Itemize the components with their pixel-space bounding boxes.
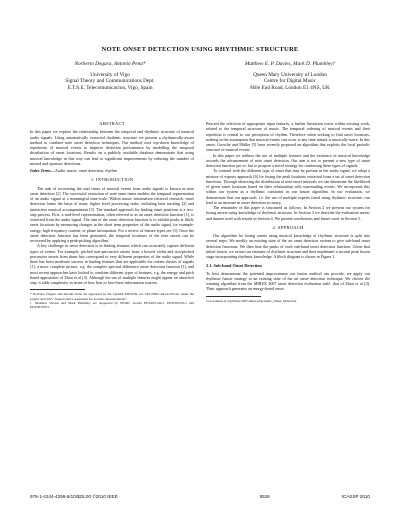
subsection-heading: 2.1. Sub-band Onset Detection — [206, 263, 262, 269]
section-heading: 2. APPROACH — [272, 224, 304, 230]
abstract-heading: ABSTRACT — [99, 121, 125, 126]
right-column — [206, 121, 370, 303]
author-block — [30, 61, 370, 91]
paper-title: NOTE ONSET DETECTION USING RHYTHMIC STRUCTURE — [101, 46, 299, 53]
page-number: 5526 — [259, 494, 270, 499]
paragraph: To contend with the different type of onset that may be present in the audio signal, we adopt a mixture of experts approach [6] for fusing the peak locations extracted from a set of onset detection functions. Through observing the distribution of note onset intervals we can determine the likelihood of given onset locations based on their relationship with surrounding events. We incorporate this within our system as a rhythmic constraint in our fusion algorithm. In our evaluation, we demonstrate that our approach, i.e. the use of multiple experts fused using rhythmic structure, can lead to an increase in onset detection accuracy. — [206, 168, 370, 205]
paragraph: A key challenge in onset detection is in finding features which can accurately capture different types of events. For example, pitched non-percussive onsets from a bowed violin and non-pitched percussive onsets from drum hits correspond to very different properties of the audio signal. While there has been moderate success in finding features that are applicable for certain classes of signals [1], a more complete picture, e.g. the complex spectral difference onset detection function [1], and most recent approaches have looked to combine different types of features, e.g. the energy and pitch based approaches of Zhou et al [4]. Although the use of multiple features might appear an attractive step, it adds complexity in terms of how best to fuse these information sources. — [30, 243, 194, 285]
paragraph: The task of recovering the start times of musical events from audio signals is known as note onset detection [1]. The successful extraction of note onset times enables the temporal segmentation of an audio signal at a meaningful time-scale. Within music information retrieval research, onset detection forms the basis of many higher level processing tasks, including beat tracking [2] and interactive musical accompaniment [3]. The standard approach for finding onset positions is a two-step process. First, a mid-level representation, often referred to as an onset detection function [1], is extracted from the audio signal. The aim of the onset detection function is to exhibit peaks at likely onset locations by measuring changes in the short term properties of the audio signal, for example: energy, high frequency content, or phase information. For a review of feature types see [1]. Once the onset detection function has been generated, the temporal locations of the note onsets can be recovered by applying a peak-picking algorithm. — [30, 185, 194, 243]
index-terms-label: Index Terms— — [30, 168, 55, 173]
footer-copyright: 978-1-4244-4296-6/10/$25.00 ©2010 IEEE — [30, 494, 118, 499]
left-column — [30, 121, 194, 309]
abstract-text: In this paper we explore the relationship between the temporal and rhythmic structure of musical audio signals. Using automatically extracted rhythmic structure we present a rhythmically-aware method to combine note onset detection techniques. Our method uses top-down knowledge of repetitions of musical events to improve detection performance by modelling the temporal distribution of onset locations. Results on a publicly available database demonstrate that using musical knowledge in this way can lead to significant improvements by reducing the number of missed and spurious detections. — [30, 129, 194, 166]
author-names: Matthew E. P. Davies, Mark D. Plumbley† — [244, 61, 336, 67]
affiliation-vigo — [30, 61, 190, 91]
footnote: * Norberto Degara and Antonio Pena are supported by the Spanish MICINN, ref. TEC2009-14414-C03-02, under the project AnClaS3 “Sound source separation for acoustic measurements”. — [30, 292, 194, 301]
paragraph: Our algorithm for fusing onsets using musical knowledge of rhythmic structure is split into several steps. We modify an existing state of the art onset detection system to give sub-band onset detection functions. We then fuse the peaks of each sub-band onset detection function. Given that initial fusion, we extract an estimate of rhythmic structure and then implement a second peak fusion stage incorporating rhythmic knowledge. A block diagram is shown in Figure 1. — [206, 233, 370, 259]
footnote-rule — [206, 296, 261, 297]
affiliation-qmul — [210, 61, 370, 91]
index-terms-text: Audio, music, onset detection, rhythm — [54, 168, 117, 173]
affiliation-line: Centre for Digital Music — [263, 78, 317, 85]
page-footer — [30, 494, 370, 499]
affiliation-line: Signal Theory and Communications Dept. — [65, 78, 155, 85]
affiliation-line: University of Vigo — [90, 71, 130, 78]
footnote: † Matthew Davies and Mark Plumbley are supported by EPSRC Grants EP/G007144/1, EP/E045235/1 and EP/F061870/1. — [30, 300, 194, 310]
author-names: Norberto Degara, Antonio Pena* — [74, 61, 146, 67]
footnote: ¹www.music-ir.org/mirex/2007/index.php/Audio_Onset_Detection — [206, 298, 297, 303]
paragraph: The remainder of this paper is structured as follows. In Section 2 we present our system for fusing onsets using knowledge of rhythmic structure. In Section 3 we describe the evaluation metric and dataset used with results in Section 4. We present conclusions and future work in Section 5. — [206, 205, 370, 221]
footnote-rule — [30, 289, 85, 290]
section-heading: 1. INTRODUCTION — [90, 177, 134, 183]
index-terms — [30, 168, 194, 173]
affiliation-line: Queen Mary University of London — [253, 71, 327, 78]
conference-name: ICASSP 2010 — [341, 494, 370, 499]
paragraph: To best demonstrate the potential improvement our fusion method can provide, we apply our rhythmic fusion strategy to an existing state of the art onset detection technique. We choose the winning algorithm from the MIREX 2007 onset detection evaluation task¹, that of Zhou et al [4]. Their approach generates an energy-based onset — [206, 270, 370, 292]
paragraph: Beyond the selection of appropriate input features, a further limitation exists within existing work, related to the temporal structure of music. The temporal ordering of musical events and their repetition is central to our perception of rhythm. Therefore when seeking to find onset locations, nothing in the assumption that musical events can occur at any time instant is musically naive. In this sense, Grosche and Müller [5] have recently proposed an algorithm that exploits the local periodic structure of musical events. — [206, 121, 370, 153]
paragraph: In this paper we address the use of multiple features and the existence of musical knowledge towards the advancement of note onset detection. Our aim is not to present a new type of onset detection function per se, but to propose a novel strategy for combining these types of signals. — [206, 152, 370, 168]
affiliation-line: Mile End Road, London E1 4NS, UK — [250, 84, 330, 91]
affiliation-line: E.T.S.E. Telecomunicacion, Vigo, Spain — [67, 84, 153, 91]
